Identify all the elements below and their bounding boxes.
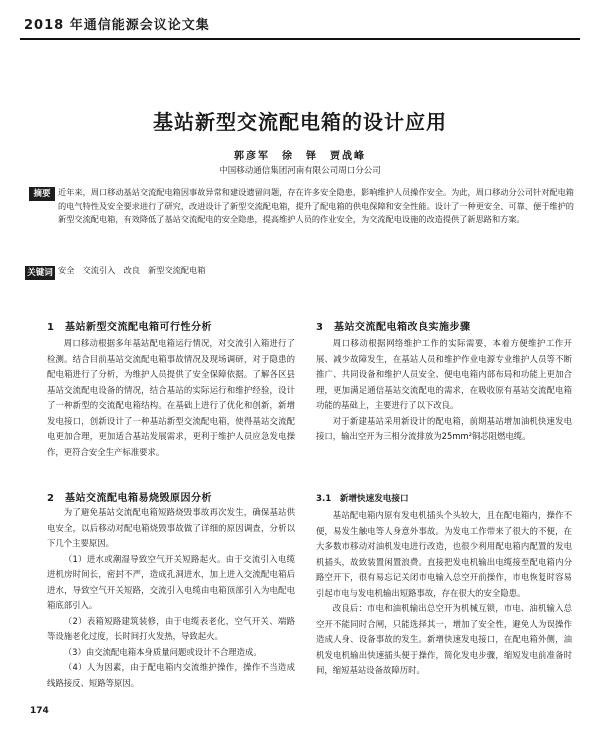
paragraph: （4）人为因素，由于配电箱内交流维护操作，操作不当造成线路接反、短路等原因。 <box>47 662 295 688</box>
section-2-body <box>47 505 295 691</box>
abstract-text: 近年来，周口移动基站交流配电箱因事故异常和建设遗留问题，存在许多安全隐患，影响维护人员操作安全。为此，周口移动分公司针对配电箱的电气特性及安全要求进行了研究，改进设计了新型交流配电箱，提升了配电箱的供电保障和安全性能。设计了一种更安全、可靠、便于维护的新型交流配电箱，有效降低了基站交流配电的安全隐患，提高维护人员的作业安全，为交流配电设施的改造提供了新思路和方案。 <box>58 187 574 224</box>
paragraph: （1）进水或潮湿导致空气开关短路起火。由于交流引入电缆进机房时间长，密封不严，造成孔洞进水，加上进入交流配电箱后进水，导致空气开关短路，交流引入电缆由电箱顶部引入为电配电箱底部引入。 <box>47 553 295 610</box>
paragraph: 周口移动根据多年基站配电箱运行情况，对交流引入箱进行了检测。结合目前基站交流配电箱事故情况及现场调研，对于隐患的配电箱进行了分析，为维护人员提供了安全保障依据。了解各区县基站交流配电设备的情况，结合基站的实际运行和维护经验，设计了一种新型的交流配电箱结构。在基础上进行了优化和创新，新增发电接口，创新设计了一种基站新型交流配电箱，使得基站交流配电更加合理，更加适合基站发展需求，更利于维护人员应急发电操作，更符合安全生产标准要求。 <box>47 338 295 457</box>
section-3-1-body <box>316 508 572 679</box>
page-number: 174 <box>30 706 49 716</box>
header-rule <box>20 38 580 40</box>
paragraph: 对于新建基站采用新设计的配电箱，前期基站增加油机快速发电接口，输出空开为三相分流排放为25mm²铜芯阻燃电缆。 <box>316 415 572 441</box>
affiliation: 中国移动通信集团河南有限公司周口分公司 <box>219 166 381 176</box>
paragraph: 为了避免基站交流配电箱短路烧毁事故再次发生，确保基站供电安全，以后移动对配电箱烧毁事故做了详细的原因调查，分析以下几个主要原因。 <box>47 507 295 548</box>
keywords-text: 安全 交流引入 改良 新型交流配电箱 <box>58 265 206 275</box>
section-1-heading: 1 基站新型交流配电箱可行性分析 <box>47 322 212 333</box>
keywords-label: 关键词 <box>25 266 55 280</box>
section-3-1-heading: 3.1 新增快速发电接口 <box>316 494 409 504</box>
abstract-label: 摘要 <box>29 187 55 201</box>
section-1-body <box>47 336 295 460</box>
section-3-heading: 3 基站交流配电箱改良实施步骤 <box>316 322 471 333</box>
paper-title: 基站新型交流配电箱的设计应用 <box>153 110 447 134</box>
paragraph: （3）由交流配电箱本身质量问题或设计不合理造成。 <box>63 646 262 657</box>
paragraph: 改良后：市电和油机输出总空开为机械互锁，市电、油机输入总空开不能同时合闸，只能选择其一，增加了安全性，避免人为误操作造成人身、设备事故的发生。新增快速发电接口，在配电箱外侧，油机发电机输出快速插头便于操作，简化发电步骤，缩短发电前准备时间，缩短基站设备故障历时。 <box>316 603 572 675</box>
authors: 郭彦军 徐 铎 贾战峰 <box>234 151 366 162</box>
running-header: 2018 年通信能源会议论文集 <box>24 18 210 33</box>
section-3-body <box>316 336 572 445</box>
paragraph: 周口移动根据网络维护工作的实际需要，本着方便维护工作开展、减少故障发生，在基站人员和维护作业电源专业维护人员等不断推广、共同设备和维护人员安全、便电电箱内部布局和功能上更加合理，更加满足通信基站交流配电的需求，在吸收原有基站交流配电箱功能的基础上，主要进行了以下改良。 <box>316 338 572 410</box>
paragraph: 基站配电箱内原有发电机插头个头较大，且在配电箱内，操作不便，易发生触电等人身意外事故。为发电工作带来了很大的不便，在大多数市移动对油机发电进行改造，也很少利用配电箱内配置的发电机插头，故致装置闲置浪费。直接把发电机输出电缆接至配电箱内分路空开下，很有易忘记关闭市电输入总空开前操作，市电恢复时容易引起市电与发电机输出短路事故，存在很大的安全隐患。 <box>316 510 572 598</box>
paragraph: （2）表箱短路建筑装修，由于电缆表老化，空气开关、端路等设施老化过度，长时间打火发热，导致起火。 <box>47 615 295 641</box>
section-2-heading: 2 基站交流配电箱易烧毁原因分析 <box>47 493 212 504</box>
